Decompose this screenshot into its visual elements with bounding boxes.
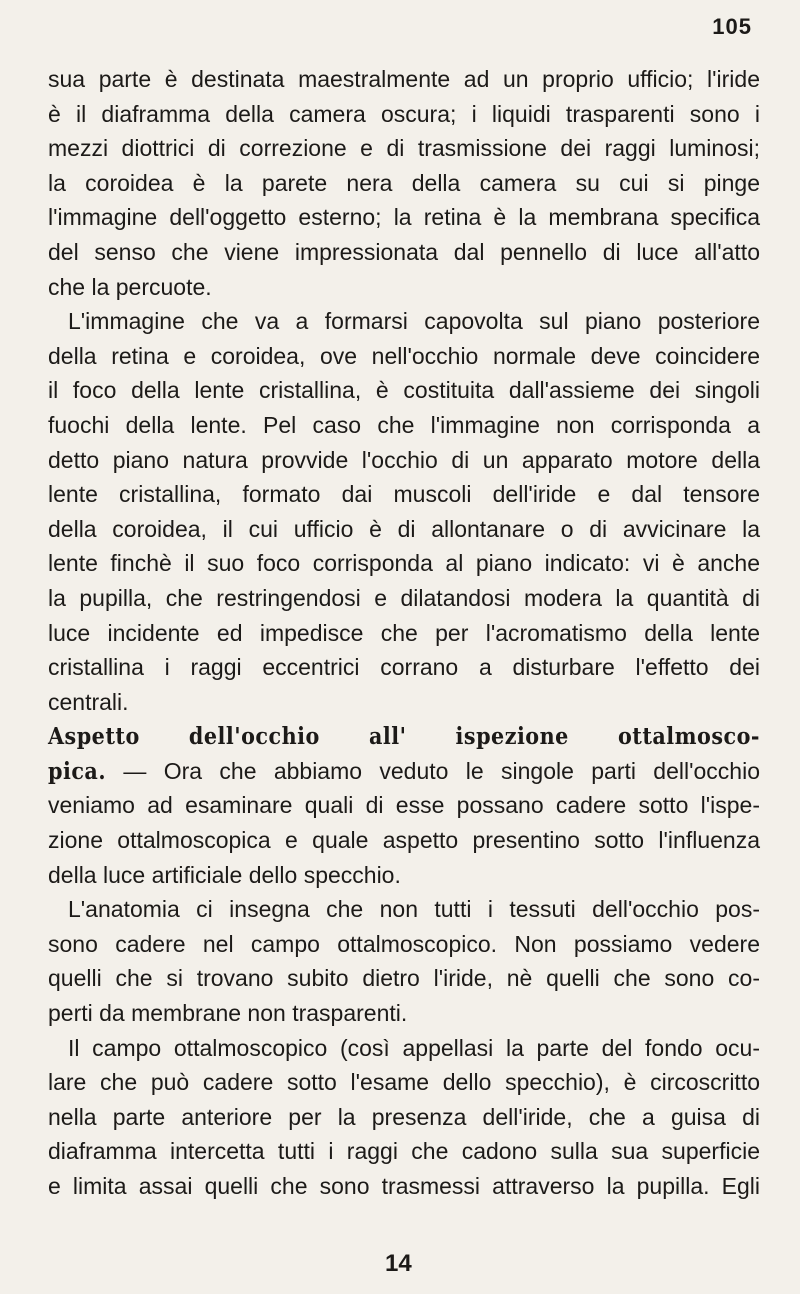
text-line: zione ottalmoscopica e quale aspetto presentino sotto l'influenza: [48, 827, 760, 854]
text-line: mezzi diottrici di correzione e di trasmissione dei raggi luminosi;: [48, 135, 760, 162]
text-line: quelli che si trovano subito dietro l'iride, nè quelli che sono co-: [48, 965, 760, 992]
text-line: perti da membrane non trasparenti.: [48, 1000, 408, 1027]
text-line: lare che può cadere sotto l'esame dello specchio), è circoscritto: [48, 1069, 760, 1096]
signature-mark: 14: [385, 1250, 412, 1277]
text-line: della coroidea, il cui ufficio è di allontanare o di avvicinare la: [48, 515, 760, 542]
text-line: diaframma intercetta tutti i raggi che cadono sulla sua superficie: [48, 1138, 760, 1165]
text-line: la coroidea è la parete nera della camera su cui si pinge: [48, 169, 760, 196]
text-line: centrali.: [48, 688, 129, 715]
text-line: è il diaframma della camera oscura; i liquidi trasparenti sono i: [48, 100, 760, 127]
text-line: detto piano natura provvide l'occhio di un apparato motore della: [48, 446, 760, 473]
text-line: sono cadere nel campo ottalmoscopico. Non possiamo vedere: [48, 930, 760, 957]
section-heading: Aspetto dell'occhio all' ispezione ottalmosco-: [48, 723, 760, 751]
text-line: l'immagine dell'oggetto esterno; la retina è la membrana specifica: [48, 204, 760, 231]
text-line: L'anatomia ci insegna che non tutti i tessuti dell'occhio pos-: [68, 896, 760, 923]
section-heading-end: pica.: [48, 757, 107, 785]
text-line: sua parte è destinata maestralmente ad un proprio ufficio; l'iride: [48, 66, 760, 92]
text-line: il foco della lente cristallina, è costituita dall'assieme dei singoli: [48, 377, 760, 404]
section-heading-line: [48, 719, 760, 754]
text-line: luce incidente ed impedisce che per l'acromatismo della lente: [48, 619, 760, 646]
page-number: 105: [712, 14, 752, 39]
text-line: lente finchè il suo foco corrisponda al piano indicato: vi è anche: [48, 550, 760, 577]
text-line: L'immagine che va a formarsi capovolta sul piano posteriore: [68, 308, 760, 335]
text-line: del senso che viene impressionata dal pennello di luce all'atto: [48, 238, 760, 265]
text-line: e limita assai quelli che sono trasmessi attraverso la pupilla. Egli: [48, 1173, 760, 1199]
text-line: della retina e coroidea, ove nell'occhio normale deve coincidere: [48, 342, 760, 369]
text-line: cristallina i raggi eccentrici corrano a disturbare l'effetto dei: [48, 654, 760, 681]
text-line: lente cristallina, formato dai muscoli dell'iride e dal tensore: [48, 481, 760, 508]
body-text: [48, 62, 760, 1204]
text-line: della luce artificiale dello specchio.: [48, 861, 401, 888]
text-line: Il campo ottalmoscopico (così appellasi la parte del fondo ocu-: [68, 1034, 760, 1061]
text-line: che la percuote.: [48, 273, 212, 300]
section-heading-line: [48, 754, 760, 789]
text-line: nella parte anteriore per la presenza dell'iride, che a guisa di: [48, 1103, 760, 1130]
text-line: la pupilla, che restringendosi e dilatandosi modera la quantità di: [48, 584, 760, 611]
heading-continuation: — Ora che abbiamo veduto le singole parti dell'occhio: [106, 757, 760, 784]
text-line: fuochi della lente. Pel caso che l'immagine non corrisponda a: [48, 411, 760, 438]
text-line: veniamo ad esaminare quali di esse possano cadere sotto l'ispe-: [48, 792, 760, 819]
